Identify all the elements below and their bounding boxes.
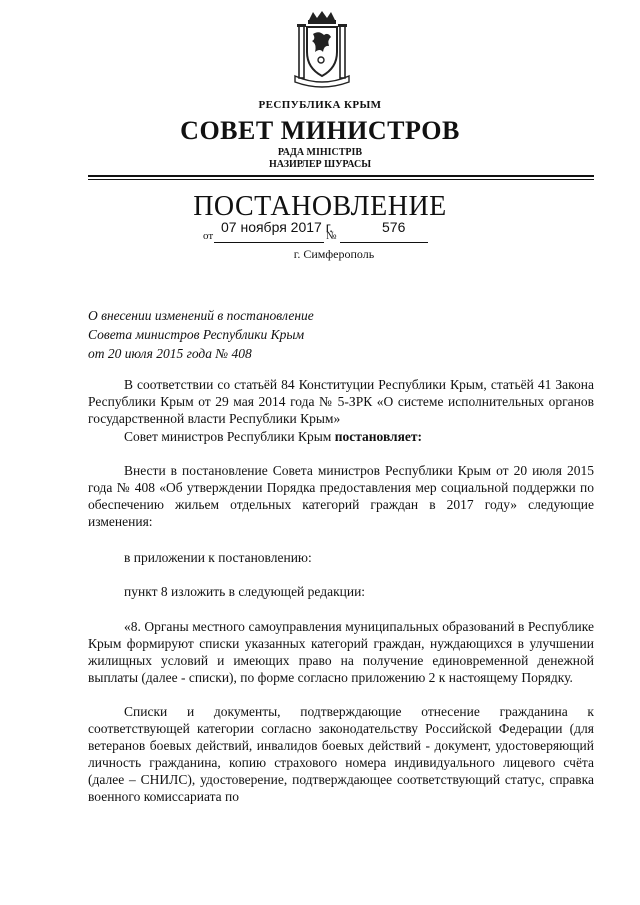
paragraph-appendix: в приложении к постановлению: bbox=[124, 550, 312, 565]
paragraph-resolves bbox=[88, 428, 594, 445]
decree-title: ПОСТАНОВЛЕНИЕ bbox=[193, 191, 447, 222]
subject-line-2: Совета министров Республики Крым bbox=[88, 327, 305, 342]
council-title-ukrainian: РАДА МІНІСТРІВ bbox=[277, 147, 363, 158]
subject-line-3: от 20 июля 2015 года № 408 bbox=[88, 346, 252, 361]
city-name: г. Симферополь bbox=[293, 247, 375, 261]
paragraph-basis: В соответствии со статьёй 84 Конституции Республики Крым, статьёй 41 Закона Республики Крым от 29 мая 2014 года № 5-ЗРК «О системе исполнительных органов государственной власти Республики Крым» bbox=[88, 377, 594, 426]
decree-subject bbox=[88, 306, 314, 363]
header-rule-thick bbox=[88, 175, 594, 177]
council-title: СОВЕТ МИНИСТРОВ bbox=[180, 116, 460, 145]
council-title-crimean-tatar: НАЗИРЛЕР ШУРАСЫ bbox=[268, 159, 372, 170]
republic-name: РЕСПУБЛИКА КРЫМ bbox=[258, 99, 382, 111]
paragraph-item-8: пункт 8 изложить в следующей редакции: bbox=[124, 584, 366, 599]
coat-of-arms-emblem bbox=[293, 10, 351, 88]
date-underline bbox=[214, 242, 324, 243]
paragraph-amendment: Внести в постановление Совета министров Республики Крым от 20 июля 2015 года № 408 «Об утверждении Порядка предоставления мер социальной поддержки по обеспечению жильем отдельных категорий граждан в 2017 году» следующие изменения: bbox=[88, 463, 594, 529]
date-label: от bbox=[203, 230, 214, 242]
number-label: № bbox=[326, 230, 337, 242]
resolves-keyword: постановляет: bbox=[334, 429, 423, 444]
subject-line-1: О внесении изменений в постановление bbox=[88, 308, 314, 323]
number-underline bbox=[340, 242, 428, 243]
decree-date: 07 ноября 2017 г. bbox=[221, 219, 333, 235]
resolves-text: Совет министров Республики Крым bbox=[124, 429, 335, 444]
header-rule-thin bbox=[88, 179, 594, 180]
paragraph-documents: Списки и документы, подтверждающие отнесение гражданина к соответствующей категории согласно законодательству Российской Федерации (для ветеранов боевых действий, инвалидов боевых действий - документ, удостоверяющий личность гражданина, копию страхового номера индивидуального лицевого счёта (далее – СНИЛС), удостоверение, подтверждающее соответствующий статус, справка военного комиссариата по bbox=[88, 704, 594, 804]
paragraph-item-8-text: «8. Органы местного самоуправления муниципальных образований в Республике Крым формируют списки указанных категорий граждан, нуждающихся в улучшении жилищных условий и имеющих право на получение единовременной денежной выплаты (далее - списки), по форме согласно приложению 2 к настоящему Порядку. bbox=[88, 619, 594, 685]
decree-number: 576 bbox=[382, 219, 406, 235]
